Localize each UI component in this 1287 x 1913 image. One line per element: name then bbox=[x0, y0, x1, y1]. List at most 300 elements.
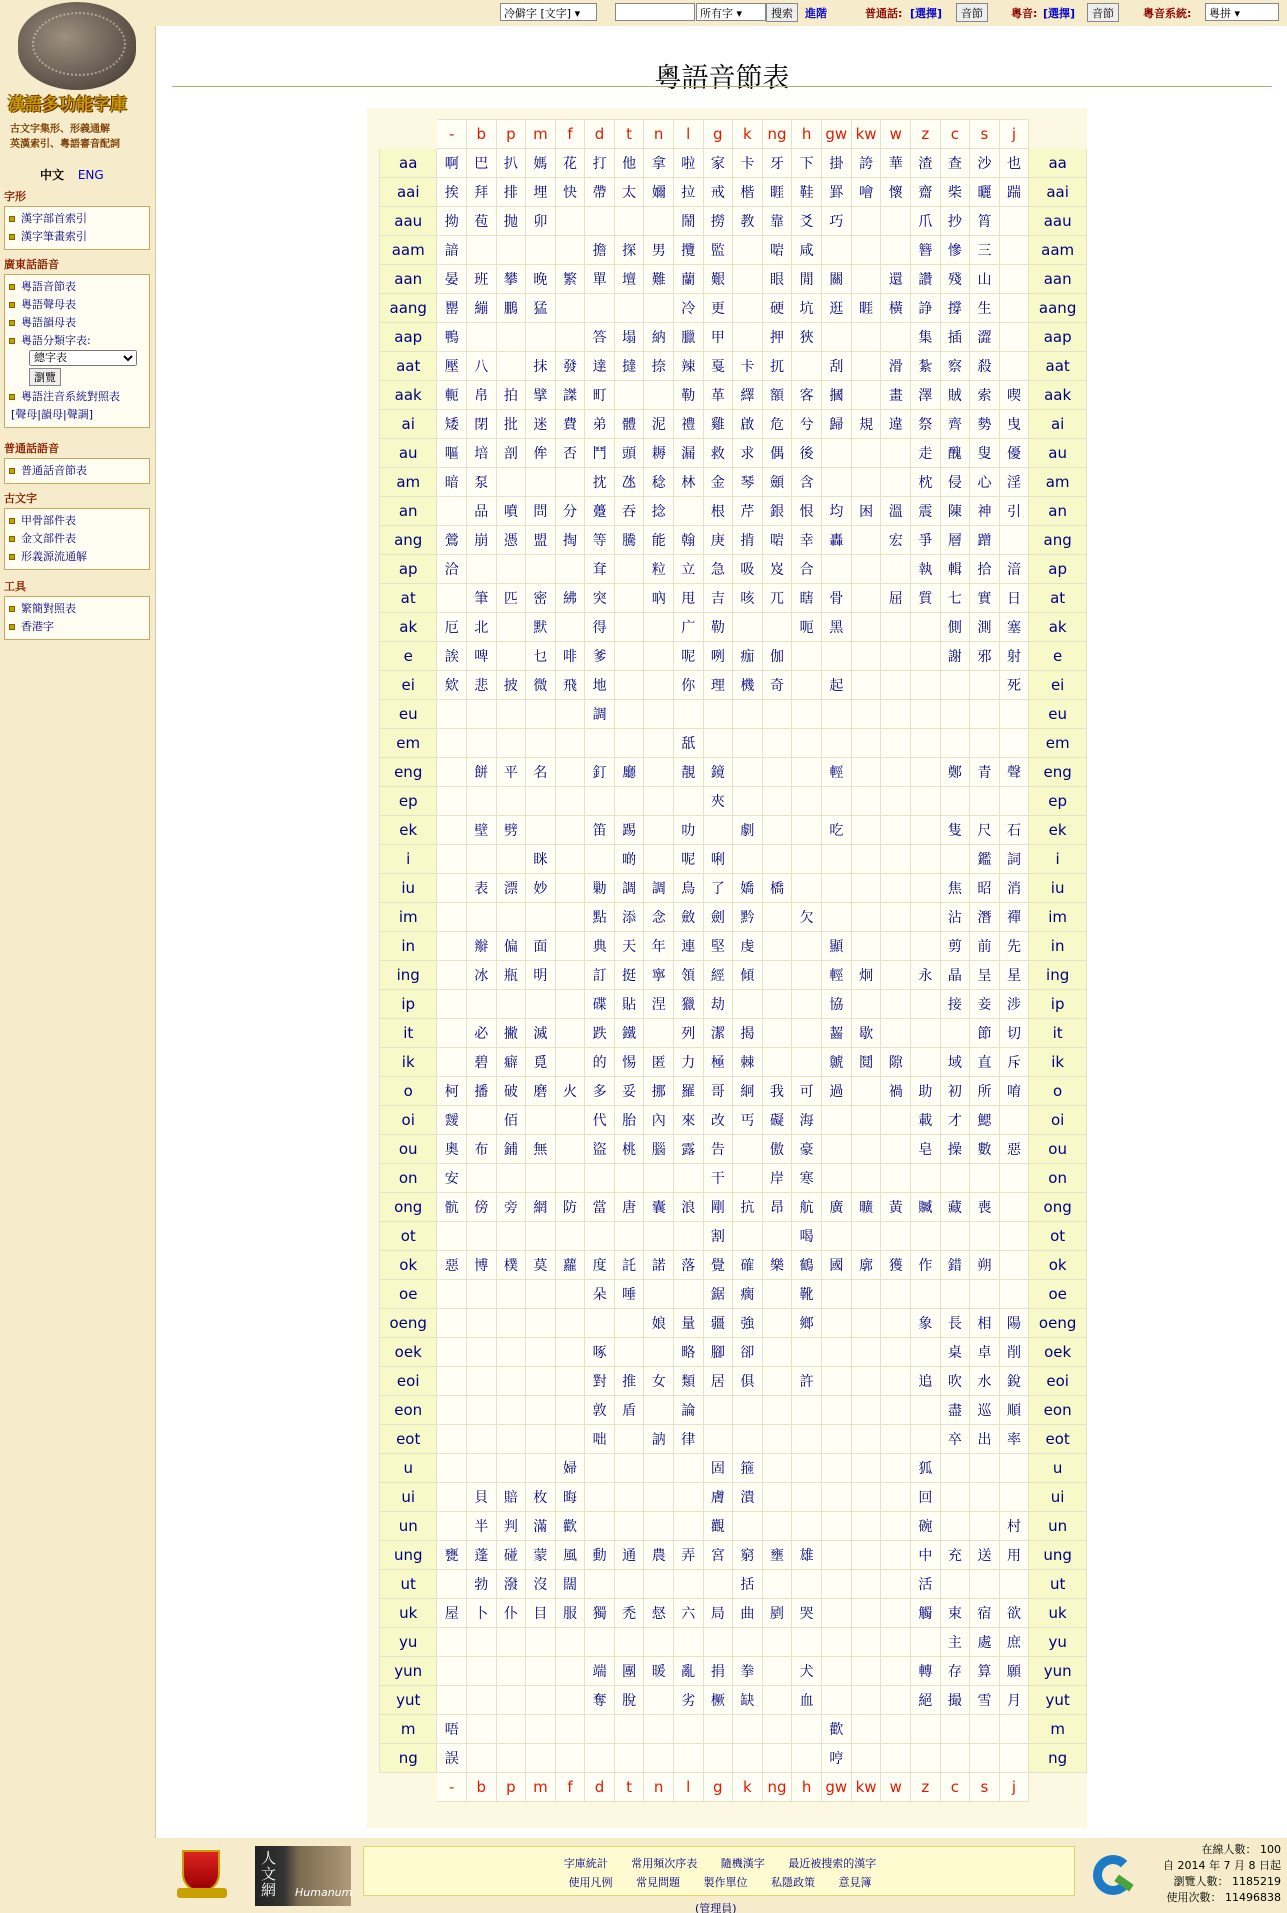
syllable-cell[interactable]: 滿 bbox=[526, 1512, 556, 1541]
syllable-cell[interactable]: 哥 bbox=[703, 1077, 733, 1106]
syllable-cell[interactable]: 瓶 bbox=[496, 961, 526, 990]
syllable-cell[interactable]: 索 bbox=[970, 381, 1000, 410]
sidebar-item-stroke-index[interactable]: 漢字筆畫索引 bbox=[9, 228, 149, 246]
syllable-cell[interactable]: 唔 bbox=[437, 1715, 467, 1744]
syllable-cell[interactable]: 詞 bbox=[999, 845, 1029, 874]
final-label[interactable]: an bbox=[1029, 497, 1087, 526]
syllable-cell[interactable]: 切 bbox=[999, 1019, 1029, 1048]
syllable-cell[interactable]: 確 bbox=[733, 1251, 763, 1280]
final-label[interactable]: am bbox=[380, 468, 437, 497]
final-label[interactable]: im bbox=[380, 903, 437, 932]
final-label[interactable]: eot bbox=[1029, 1425, 1087, 1454]
syllable-cell[interactable]: 鏡 bbox=[703, 758, 733, 787]
syllable-cell[interactable]: 割 bbox=[703, 1222, 733, 1251]
syllable-cell[interactable]: 量 bbox=[673, 1309, 703, 1338]
syllable-cell[interactable]: 雄 bbox=[792, 1541, 822, 1570]
final-label[interactable]: au bbox=[1029, 439, 1087, 468]
initial-header-1[interactable]: b bbox=[467, 120, 497, 149]
syllable-cell[interactable]: 死 bbox=[999, 671, 1029, 700]
syllable-cell[interactable]: 抌 bbox=[585, 468, 615, 497]
syllable-cell[interactable]: 耷 bbox=[585, 555, 615, 584]
syllable-cell[interactable]: 根 bbox=[703, 497, 733, 526]
footer-link-guide[interactable]: 使用凡例 bbox=[568, 1876, 613, 1889]
syllable-cell[interactable]: 鞋 bbox=[792, 178, 822, 207]
initial-header-16[interactable]: z bbox=[911, 120, 941, 149]
syllable-cell[interactable]: 歡 bbox=[555, 1512, 585, 1541]
syllable-cell[interactable]: 坑 bbox=[792, 294, 822, 323]
syllable-cell[interactable]: 啲 bbox=[614, 845, 644, 874]
final-label[interactable]: ap bbox=[1029, 555, 1087, 584]
syllable-cell[interactable]: 鑑 bbox=[970, 845, 1000, 874]
syllable-cell[interactable]: 歡 bbox=[821, 1715, 851, 1744]
syllable-cell[interactable]: 洽 bbox=[437, 555, 467, 584]
final-label[interactable]: i bbox=[1029, 845, 1087, 874]
syllable-cell[interactable]: 宿 bbox=[970, 1599, 1000, 1628]
syllable-cell[interactable]: 他 bbox=[614, 149, 644, 178]
syllable-cell[interactable]: 訥 bbox=[644, 1425, 674, 1454]
syllable-cell[interactable]: 嬌 bbox=[733, 874, 763, 903]
final-label[interactable]: oek bbox=[1029, 1338, 1087, 1367]
syllable-cell[interactable]: 闊 bbox=[555, 1570, 585, 1599]
syllable-cell[interactable]: 前 bbox=[970, 932, 1000, 961]
syllable-cell[interactable]: 添 bbox=[614, 903, 644, 932]
syllable-cell[interactable]: 廓 bbox=[851, 1251, 881, 1280]
syllable-cell[interactable]: 戒 bbox=[703, 178, 733, 207]
syllable-cell[interactable]: 缺 bbox=[733, 1686, 763, 1715]
syllable-cell[interactable]: 勢 bbox=[970, 410, 1000, 439]
syllable-cell[interactable]: 岌 bbox=[762, 555, 792, 584]
final-label[interactable]: eon bbox=[380, 1396, 437, 1425]
syllable-cell[interactable]: 傍 bbox=[467, 1193, 497, 1222]
syllable-cell[interactable]: 作 bbox=[911, 1251, 941, 1280]
syllable-cell[interactable]: 載 bbox=[911, 1106, 941, 1135]
syllable-cell[interactable]: 啦 bbox=[673, 149, 703, 178]
final-label[interactable]: aat bbox=[380, 352, 437, 381]
syllable-cell[interactable]: 骨 bbox=[821, 584, 851, 613]
syllable-cell[interactable]: 海 bbox=[792, 1106, 822, 1135]
final-label[interactable]: yut bbox=[1029, 1686, 1087, 1715]
syllable-cell[interactable]: 罌 bbox=[437, 294, 467, 323]
initial-header-7[interactable]: n bbox=[644, 120, 674, 149]
final-label[interactable]: im bbox=[1029, 903, 1087, 932]
syllable-cell[interactable]: 殺 bbox=[970, 352, 1000, 381]
syllable-cell[interactable]: 力 bbox=[673, 1048, 703, 1077]
final-label[interactable]: ot bbox=[380, 1222, 437, 1251]
final-label[interactable]: aat bbox=[1029, 352, 1087, 381]
final-label[interactable]: e bbox=[380, 642, 437, 671]
syllable-cell[interactable]: 面 bbox=[526, 932, 556, 961]
syllable-cell[interactable]: 塌 bbox=[614, 323, 644, 352]
syllable-cell[interactable]: 贓 bbox=[911, 1193, 941, 1222]
syllable-cell[interactable]: 羅 bbox=[673, 1077, 703, 1106]
syllable-cell[interactable]: 笛 bbox=[585, 816, 615, 845]
syllable-cell[interactable]: 優 bbox=[999, 439, 1029, 468]
initial-header-4[interactable]: f bbox=[555, 120, 585, 149]
final-label[interactable]: at bbox=[380, 584, 437, 613]
syllable-cell[interactable]: 湆 bbox=[999, 555, 1029, 584]
final-label[interactable]: ong bbox=[380, 1193, 437, 1222]
syllable-cell[interactable]: 唐 bbox=[614, 1193, 644, 1222]
initial-header-5[interactable]: d bbox=[585, 1773, 615, 1802]
syllable-cell[interactable]: 劣 bbox=[673, 1686, 703, 1715]
sidebar-item-initials-table[interactable]: 粵語聲母表 bbox=[9, 296, 149, 314]
syllable-cell[interactable]: 集 bbox=[911, 323, 941, 352]
syllable-cell[interactable]: 轟 bbox=[821, 526, 851, 555]
initial-header-9[interactable]: g bbox=[703, 1773, 733, 1802]
syllable-cell[interactable]: 否 bbox=[555, 439, 585, 468]
syllable-cell[interactable]: 芹 bbox=[733, 497, 763, 526]
syllable-cell[interactable]: 勦 bbox=[585, 874, 615, 903]
syllable-cell[interactable]: 輕 bbox=[821, 758, 851, 787]
syllable-cell[interactable]: 醜 bbox=[940, 439, 970, 468]
syllable-cell[interactable]: 村 bbox=[999, 1512, 1029, 1541]
syllable-cell[interactable]: 吹 bbox=[940, 1367, 970, 1396]
syllable-cell[interactable]: 金 bbox=[703, 468, 733, 497]
syllable-cell[interactable]: 固 bbox=[703, 1454, 733, 1483]
syllable-cell[interactable]: 惡 bbox=[437, 1251, 467, 1280]
syllable-cell[interactable]: 沒 bbox=[526, 1570, 556, 1599]
syllable-cell[interactable]: 追 bbox=[911, 1367, 941, 1396]
syllable-cell[interactable]: 淫 bbox=[999, 468, 1029, 497]
syllable-cell[interactable]: 踹 bbox=[999, 178, 1029, 207]
syllable-cell[interactable]: 錯 bbox=[940, 1251, 970, 1280]
syllable-cell[interactable]: 廳 bbox=[614, 758, 644, 787]
syllable-cell[interactable]: 噴 bbox=[496, 497, 526, 526]
initial-header-8[interactable]: l bbox=[673, 1773, 703, 1802]
syllable-cell[interactable]: 亂 bbox=[673, 1657, 703, 1686]
syllable-cell[interactable]: 簪 bbox=[911, 236, 941, 265]
syllable-cell[interactable]: 劇 bbox=[733, 816, 763, 845]
syllable-cell[interactable]: 樸 bbox=[496, 1251, 526, 1280]
syllable-cell[interactable]: 浪 bbox=[673, 1193, 703, 1222]
syllable-cell[interactable]: 棘 bbox=[733, 1048, 763, 1077]
syllable-cell[interactable]: 神 bbox=[970, 497, 1000, 526]
syllable-cell[interactable]: 橫 bbox=[881, 294, 911, 323]
syllable-cell[interactable]: 起 bbox=[821, 671, 851, 700]
syllable-cell[interactable]: 主 bbox=[940, 1628, 970, 1657]
site-logo[interactable] bbox=[8, 2, 148, 150]
syllable-cell[interactable]: 唷 bbox=[999, 1077, 1029, 1106]
syllable-cell[interactable]: 下 bbox=[792, 149, 822, 178]
syllable-cell[interactable]: 夾 bbox=[703, 787, 733, 816]
syllable-cell[interactable]: 潔 bbox=[703, 1019, 733, 1048]
final-label[interactable]: uk bbox=[1029, 1599, 1087, 1628]
syllable-cell[interactable]: 拜 bbox=[467, 178, 497, 207]
syllable-cell[interactable]: 躉 bbox=[585, 497, 615, 526]
initial-header-1[interactable]: b bbox=[467, 1773, 497, 1802]
final-label[interactable]: iu bbox=[1029, 874, 1087, 903]
syllable-cell[interactable]: 均 bbox=[821, 497, 851, 526]
syllable-cell[interactable]: 蓬 bbox=[467, 1541, 497, 1570]
syllable-cell[interactable]: 卒 bbox=[940, 1425, 970, 1454]
final-label[interactable]: on bbox=[1029, 1164, 1087, 1193]
initial-header-12[interactable]: h bbox=[792, 1773, 822, 1802]
syllable-cell[interactable]: 膚 bbox=[703, 1483, 733, 1512]
final-label[interactable]: aa bbox=[380, 149, 437, 178]
syllable-cell[interactable]: 查 bbox=[940, 149, 970, 178]
syllable-cell[interactable]: 蘭 bbox=[673, 265, 703, 294]
syllable-cell[interactable]: 微 bbox=[526, 671, 556, 700]
syllable-cell[interactable]: 欸 bbox=[437, 671, 467, 700]
syllable-cell[interactable]: 觀 bbox=[703, 1512, 733, 1541]
final-label[interactable]: ep bbox=[380, 787, 437, 816]
initial-header-10[interactable]: k bbox=[733, 120, 763, 149]
syllable-cell[interactable]: 炯 bbox=[851, 961, 881, 990]
syllable-cell[interactable]: 黔 bbox=[733, 903, 763, 932]
initial-header-4[interactable]: f bbox=[555, 1773, 585, 1802]
syllable-cell[interactable]: 血 bbox=[792, 1686, 822, 1715]
syllable-cell[interactable]: 曠 bbox=[851, 1193, 881, 1222]
syllable-cell[interactable]: 銀 bbox=[762, 497, 792, 526]
syllable-cell[interactable]: 獵 bbox=[673, 990, 703, 1019]
syllable-cell[interactable]: 黃 bbox=[881, 1193, 911, 1222]
syllable-cell[interactable]: 柯 bbox=[437, 1077, 467, 1106]
syllable-cell[interactable]: 嘔 bbox=[437, 439, 467, 468]
final-label[interactable]: oi bbox=[1029, 1106, 1087, 1135]
syllable-cell[interactable]: 爪 bbox=[911, 207, 941, 236]
final-label[interactable]: ou bbox=[380, 1135, 437, 1164]
final-label[interactable]: ot bbox=[1029, 1222, 1087, 1251]
final-label[interactable]: aau bbox=[380, 207, 437, 236]
syllable-cell[interactable]: 町 bbox=[585, 381, 615, 410]
syllable-cell[interactable]: 銳 bbox=[999, 1367, 1029, 1396]
final-label[interactable]: ik bbox=[1029, 1048, 1087, 1077]
syllable-cell[interactable]: 癖 bbox=[496, 1048, 526, 1077]
syllable-cell[interactable]: 太 bbox=[614, 178, 644, 207]
initial-header-6[interactable]: t bbox=[614, 1773, 644, 1802]
syllable-cell[interactable]: 立 bbox=[673, 555, 703, 584]
footer-link-faq[interactable]: 常見問題 bbox=[636, 1876, 680, 1889]
syllable-cell[interactable]: 侔 bbox=[526, 439, 556, 468]
syllable-cell[interactable]: 探 bbox=[614, 236, 644, 265]
syllable-cell[interactable]: 露 bbox=[673, 1135, 703, 1164]
syllable-cell[interactable]: 扒 bbox=[496, 149, 526, 178]
syllable-cell[interactable]: 你 bbox=[673, 671, 703, 700]
syllable-cell[interactable]: 曳 bbox=[999, 410, 1029, 439]
category-select[interactable] bbox=[29, 350, 137, 366]
syllable-cell[interactable]: 覓 bbox=[526, 1048, 556, 1077]
final-label[interactable]: ek bbox=[1029, 816, 1087, 845]
final-label[interactable]: ak bbox=[1029, 613, 1087, 642]
syllable-cell[interactable]: 痂 bbox=[733, 642, 763, 671]
syllable-cell[interactable]: 咳 bbox=[733, 584, 763, 613]
syllable-cell[interactable]: 我 bbox=[762, 1077, 792, 1106]
syllable-cell[interactable]: 所 bbox=[970, 1077, 1000, 1106]
syllable-cell[interactable]: 心 bbox=[970, 468, 1000, 497]
syllable-cell[interactable]: 合 bbox=[792, 555, 822, 584]
syllable-cell[interactable]: 餅 bbox=[467, 758, 497, 787]
syllable-cell[interactable]: 眯 bbox=[526, 845, 556, 874]
syllable-cell[interactable]: 典 bbox=[585, 932, 615, 961]
syllable-cell[interactable]: 矮 bbox=[437, 410, 467, 439]
syllable-cell[interactable]: 禮 bbox=[673, 410, 703, 439]
syllable-cell[interactable]: 花 bbox=[555, 149, 585, 178]
syllable-cell[interactable]: 磨 bbox=[526, 1077, 556, 1106]
syllable-cell[interactable]: 助 bbox=[911, 1077, 941, 1106]
final-label[interactable]: eng bbox=[1029, 758, 1087, 787]
syllable-cell[interactable]: 桌 bbox=[940, 1338, 970, 1367]
syllable-cell[interactable]: 目 bbox=[526, 1599, 556, 1628]
initial-header-8[interactable]: l bbox=[673, 120, 703, 149]
syllable-cell[interactable]: 快 bbox=[555, 178, 585, 207]
syllable-cell[interactable]: 陳 bbox=[940, 497, 970, 526]
final-label[interactable]: ip bbox=[380, 990, 437, 1019]
syllable-cell[interactable]: 挺 bbox=[614, 961, 644, 990]
syllable-cell[interactable]: 鄭 bbox=[940, 758, 970, 787]
syllable-cell[interactable]: 存 bbox=[940, 1657, 970, 1686]
syllable-cell[interactable]: 傲 bbox=[762, 1135, 792, 1164]
syllable-cell[interactable]: 碧 bbox=[467, 1048, 497, 1077]
syllable-cell[interactable]: 北 bbox=[467, 613, 497, 642]
final-label[interactable]: at bbox=[1029, 584, 1087, 613]
syllable-cell[interactable]: 答 bbox=[585, 323, 615, 352]
syllable-cell[interactable]: 歸 bbox=[821, 410, 851, 439]
syllable-cell[interactable]: 翰 bbox=[673, 526, 703, 555]
syllable-cell[interactable]: 消 bbox=[999, 874, 1029, 903]
syllable-cell[interactable]: 拿 bbox=[644, 149, 674, 178]
syllable-cell[interactable]: 地 bbox=[585, 671, 615, 700]
syllable-cell[interactable]: 胎 bbox=[614, 1106, 644, 1135]
syllable-cell[interactable]: 沙 bbox=[970, 149, 1000, 178]
syllable-cell[interactable]: 國 bbox=[821, 1251, 851, 1280]
syllable-cell[interactable]: 默 bbox=[526, 613, 556, 642]
final-label[interactable]: u bbox=[380, 1454, 437, 1483]
syllable-cell[interactable]: 弄 bbox=[673, 1541, 703, 1570]
syllable-cell[interactable]: 氹 bbox=[614, 468, 644, 497]
syllable-cell[interactable]: 括 bbox=[733, 1570, 763, 1599]
syllable-cell[interactable]: 賠 bbox=[496, 1483, 526, 1512]
syllable-cell[interactable]: 吞 bbox=[614, 497, 644, 526]
syllable-cell[interactable]: 監 bbox=[703, 236, 733, 265]
syllable-cell[interactable]: 畫 bbox=[881, 381, 911, 410]
final-label[interactable]: oeng bbox=[1029, 1309, 1087, 1338]
syllable-cell[interactable]: 名 bbox=[526, 758, 556, 787]
syllable-cell[interactable]: 客 bbox=[792, 381, 822, 410]
syllable-cell[interactable]: 雪 bbox=[970, 1686, 1000, 1715]
syllable-cell[interactable]: 礙 bbox=[762, 1106, 792, 1135]
syllable-cell[interactable]: 舐 bbox=[673, 729, 703, 758]
final-label[interactable]: oi bbox=[380, 1106, 437, 1135]
syllable-cell[interactable]: 讚 bbox=[911, 265, 941, 294]
search-button[interactable]: 搜索 bbox=[766, 3, 798, 22]
syllable-cell[interactable]: 勃 bbox=[467, 1570, 497, 1599]
putonghua-syllable-button[interactable]: 音節 bbox=[956, 3, 988, 22]
syllable-cell[interactable]: 艱 bbox=[703, 265, 733, 294]
syllable-cell[interactable]: 林 bbox=[673, 468, 703, 497]
syllable-cell[interactable]: 處 bbox=[970, 1628, 1000, 1657]
syllable-cell[interactable]: 班 bbox=[467, 265, 497, 294]
final-label[interactable]: eoi bbox=[1029, 1367, 1087, 1396]
final-label[interactable]: aang bbox=[380, 294, 437, 323]
syllable-cell[interactable]: 扤 bbox=[762, 352, 792, 381]
syllable-cell[interactable]: 押 bbox=[762, 323, 792, 352]
syllable-cell[interactable]: 皂 bbox=[911, 1135, 941, 1164]
syllable-cell[interactable]: 斂 bbox=[673, 903, 703, 932]
syllable-cell[interactable]: 埋 bbox=[526, 178, 556, 207]
syllable-cell[interactable]: 啄 bbox=[585, 1338, 615, 1367]
syllable-cell[interactable]: 吉 bbox=[703, 584, 733, 613]
syllable-cell[interactable]: 疆 bbox=[703, 1309, 733, 1338]
syllable-cell[interactable]: 瘸 bbox=[733, 1280, 763, 1309]
syllable-cell[interactable]: 表 bbox=[467, 874, 497, 903]
syllable-cell[interactable]: 齧 bbox=[821, 1019, 851, 1048]
syllable-cell[interactable]: 還 bbox=[881, 265, 911, 294]
syllable-cell[interactable]: 獲 bbox=[881, 1251, 911, 1280]
syllable-cell[interactable]: 分 bbox=[555, 497, 585, 526]
syllable-cell[interactable]: 突 bbox=[585, 584, 615, 613]
final-label[interactable]: ing bbox=[1029, 961, 1087, 990]
syllable-cell[interactable]: 告 bbox=[703, 1135, 733, 1164]
syllable-cell[interactable]: 覺 bbox=[703, 1251, 733, 1280]
syllable-cell[interactable]: 奧 bbox=[437, 1135, 467, 1164]
initial-header-7[interactable]: n bbox=[644, 1773, 674, 1802]
syllable-cell[interactable]: 剛 bbox=[703, 1193, 733, 1222]
final-label[interactable]: aap bbox=[1029, 323, 1087, 352]
footer-link-credits[interactable]: 製作單位 bbox=[703, 1876, 748, 1889]
syllable-cell[interactable]: 臘 bbox=[673, 323, 703, 352]
syllable-cell[interactable]: 齊 bbox=[940, 410, 970, 439]
syllable-cell[interactable]: 弟 bbox=[585, 410, 615, 439]
syllable-cell[interactable]: 束 bbox=[940, 1599, 970, 1628]
syllable-cell[interactable]: 火 bbox=[555, 1077, 585, 1106]
syllable-cell[interactable]: 頭 bbox=[614, 439, 644, 468]
syllable-cell[interactable]: 發 bbox=[555, 352, 585, 381]
syllable-cell[interactable]: 對 bbox=[585, 1367, 615, 1396]
syllable-cell[interactable]: 劫 bbox=[703, 990, 733, 1019]
syllable-cell[interactable]: 披 bbox=[496, 671, 526, 700]
syllable-cell[interactable]: 度 bbox=[585, 1251, 615, 1280]
syllable-cell[interactable]: 偏 bbox=[496, 932, 526, 961]
syllable-cell[interactable]: 噲 bbox=[851, 178, 881, 207]
syllable-cell[interactable]: 昂 bbox=[762, 1193, 792, 1222]
syllable-cell[interactable]: 靚 bbox=[673, 758, 703, 787]
initial-header-15[interactable]: w bbox=[881, 120, 911, 149]
syllable-cell[interactable]: 日 bbox=[999, 584, 1029, 613]
syllable-cell[interactable]: 潑 bbox=[496, 1570, 526, 1599]
syllable-cell[interactable]: 鬩 bbox=[851, 1048, 881, 1077]
initial-header-17[interactable]: c bbox=[940, 1773, 970, 1802]
syllable-cell[interactable]: 走 bbox=[911, 439, 941, 468]
syllable-cell[interactable]: 掯 bbox=[733, 526, 763, 555]
syllable-cell[interactable]: 乜 bbox=[526, 642, 556, 671]
syllable-cell[interactable]: 壁 bbox=[467, 816, 497, 845]
final-label[interactable]: ip bbox=[1029, 990, 1087, 1019]
cantonese-select-link[interactable]: [選擇] bbox=[1043, 7, 1076, 20]
final-label[interactable]: aak bbox=[1029, 381, 1087, 410]
syllable-cell[interactable]: 含 bbox=[792, 468, 822, 497]
syllable-cell[interactable]: 撮 bbox=[940, 1686, 970, 1715]
syllable-cell[interactable]: 繃 bbox=[467, 294, 497, 323]
final-label[interactable]: am bbox=[1029, 468, 1087, 497]
syllable-cell[interactable]: 兮 bbox=[792, 410, 822, 439]
syllable-cell[interactable]: 拾 bbox=[970, 555, 1000, 584]
syllable-cell[interactable]: 賊 bbox=[940, 381, 970, 410]
syllable-cell[interactable]: 屋 bbox=[437, 1599, 467, 1628]
syllable-cell[interactable]: 航 bbox=[792, 1193, 822, 1222]
syllable-cell[interactable]: 撇 bbox=[496, 1019, 526, 1048]
syllable-cell[interactable]: 經 bbox=[703, 961, 733, 990]
final-label[interactable]: iu bbox=[380, 874, 437, 903]
syllable-cell[interactable]: 斥 bbox=[999, 1048, 1029, 1077]
lang-zh-link[interactable]: 中文 bbox=[40, 168, 65, 182]
syllable-cell[interactable]: 鶴 bbox=[792, 1251, 822, 1280]
final-label[interactable]: ei bbox=[1029, 671, 1087, 700]
syllable-cell[interactable]: 鄉 bbox=[792, 1309, 822, 1338]
syllable-cell[interactable]: 旁 bbox=[496, 1193, 526, 1222]
initial-header-18[interactable]: s bbox=[970, 120, 1000, 149]
syllable-cell[interactable]: 甩 bbox=[673, 584, 703, 613]
advanced-search-link[interactable]: 進階 bbox=[805, 7, 827, 20]
